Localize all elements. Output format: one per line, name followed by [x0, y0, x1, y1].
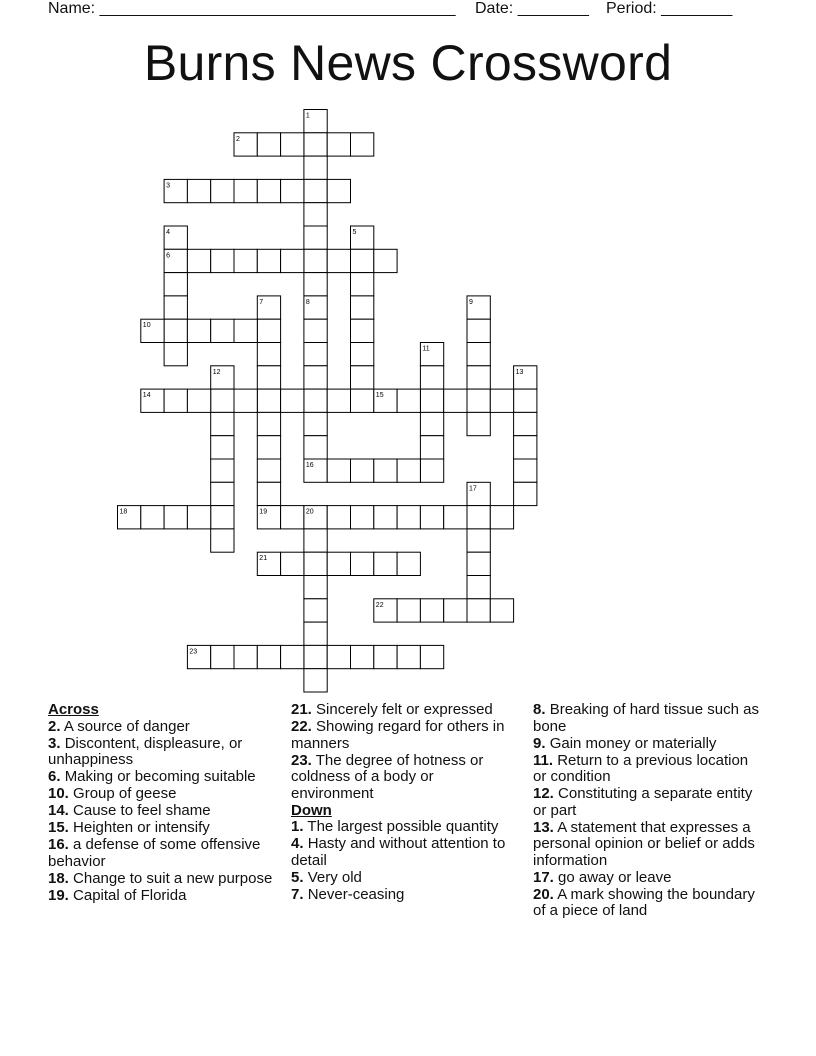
cell-number: 6: [166, 252, 171, 260]
cell-number: 13: [515, 368, 524, 376]
grid-cell[interactable]: [211, 179, 234, 202]
grid-cell[interactable]: [304, 273, 327, 296]
cell-number: 9: [469, 298, 473, 306]
across-clue: [48, 803, 273, 820]
grid-cell[interactable]: [304, 622, 327, 645]
clue-text: Capital of Florida: [73, 886, 187, 904]
grid-cell[interactable]: [257, 389, 280, 412]
grid-cell[interactable]: [467, 599, 490, 622]
clue-number: 3.: [48, 734, 61, 752]
clue-text: a defense of some offensive behavior: [48, 836, 261, 870]
grid-cell[interactable]: [351, 389, 374, 412]
grid-cell[interactable]: [304, 133, 327, 156]
cell-number: 7: [259, 298, 264, 306]
grid-cell[interactable]: [351, 296, 374, 319]
grid-cell[interactable]: [420, 599, 443, 622]
grid-cell[interactable]: [141, 506, 164, 529]
cell-number: 16: [305, 462, 314, 469]
grid-cell[interactable]: [257, 179, 280, 202]
clue-number: 21.: [291, 701, 312, 718]
clue-number: 13.: [533, 818, 554, 836]
down-clue: [291, 887, 519, 904]
grid-cell[interactable]: [467, 412, 490, 435]
down-clue: [291, 870, 519, 887]
grid-cell[interactable]: [514, 482, 537, 505]
cell-number: 21: [259, 555, 268, 563]
grid-cell[interactable]: [257, 412, 280, 435]
grid-cell[interactable]: [281, 506, 304, 529]
clue-number: 23.: [291, 751, 312, 769]
grid-cell[interactable]: [304, 389, 327, 412]
grid-cell[interactable]: [351, 645, 374, 668]
clue-number: 15.: [48, 819, 69, 836]
grid-cell[interactable]: [467, 506, 490, 529]
clue-text: Making or becoming suitable: [64, 768, 256, 785]
down-clue: [533, 870, 763, 887]
grid-cell[interactable]: [327, 179, 350, 202]
cell-number: 1: [305, 112, 310, 120]
grid-cell[interactable]: [304, 529, 327, 552]
grid-cell[interactable]: [211, 319, 234, 342]
grid-cell[interactable]: [490, 506, 513, 529]
grid-cell[interactable]: [234, 249, 257, 272]
grid-cell[interactable]: [397, 389, 420, 412]
grid-cell[interactable]: [467, 366, 490, 389]
grid-cell[interactable]: [351, 249, 374, 272]
clue-number: 18.: [48, 869, 69, 887]
grid-cell[interactable]: [467, 389, 490, 412]
clue-number: 10.: [48, 785, 69, 802]
cell-number: 18: [119, 508, 128, 516]
clue-text: Return to a previous location or condition: [533, 751, 749, 785]
grid-cell[interactable]: [211, 459, 234, 482]
clue-number: 1.: [291, 818, 304, 835]
grid-cell[interactable]: [257, 645, 280, 668]
grid-cell[interactable]: [514, 436, 537, 459]
clue-text: The degree of hotness or coldness of a body or environment: [291, 751, 484, 802]
grid-cell[interactable]: [304, 366, 327, 389]
clue-number: 20.: [533, 885, 554, 903]
clue-text: Very old: [307, 868, 362, 886]
across-clue: [291, 719, 519, 752]
grid-cell[interactable]: [304, 412, 327, 435]
clue-number: 14.: [48, 802, 69, 819]
down-clue: [533, 887, 763, 920]
grid-cell[interactable]: [397, 645, 420, 668]
grid-cell[interactable]: [374, 552, 397, 575]
cell-number: 23: [189, 648, 198, 656]
grid-cell[interactable]: [420, 412, 443, 435]
cell-number: 4: [166, 229, 171, 236]
grid-cell[interactable]: [351, 366, 374, 389]
grid-cell[interactable]: [420, 645, 443, 668]
clue-number: 11.: [533, 751, 554, 769]
grid-cell[interactable]: [164, 273, 187, 296]
grid-cell[interactable]: [327, 389, 350, 412]
clue-number: 12.: [533, 785, 554, 802]
grid-cell[interactable]: [211, 529, 234, 552]
grid-cell[interactable]: [420, 436, 443, 459]
cell-number: 19: [259, 508, 268, 516]
grid-cell[interactable]: [420, 459, 443, 482]
grid-cell[interactable]: [164, 319, 187, 342]
grid-cell[interactable]: [351, 459, 374, 482]
cell-number: 5: [352, 229, 357, 236]
clue-number: 8.: [533, 701, 546, 718]
cell-number: 3: [166, 182, 171, 190]
grid-cell[interactable]: [444, 506, 467, 529]
grid-cell[interactable]: [281, 249, 304, 272]
clue-text: A mark showing the boundary of a piece of land: [533, 885, 755, 919]
grid-cell[interactable]: [374, 249, 397, 272]
grid-cell[interactable]: [467, 319, 490, 342]
grid-cell[interactable]: [187, 179, 210, 202]
cell-number: 20: [305, 508, 314, 516]
grid-cell[interactable]: [467, 552, 490, 575]
grid-cell[interactable]: [304, 226, 327, 249]
across-clue: [48, 719, 273, 736]
grid-cell[interactable]: [281, 179, 304, 202]
cell-number: 2: [236, 135, 240, 143]
grid-cell[interactable]: [257, 319, 280, 342]
grid-cell[interactable]: [514, 412, 537, 435]
grid-cell[interactable]: [257, 133, 280, 156]
clue-number: 6.: [48, 768, 61, 785]
grid-cell[interactable]: [164, 389, 187, 412]
grid-cell[interactable]: [257, 459, 280, 482]
clues-column-3: [533, 702, 763, 920]
grid-cell[interactable]: [164, 296, 187, 319]
grid-cell[interactable]: [397, 506, 420, 529]
across-clue: [48, 736, 273, 769]
grid-cell[interactable]: [281, 645, 304, 668]
across-clue: [48, 769, 273, 786]
grid-cell[interactable]: [397, 552, 420, 575]
cell-number: 10: [142, 322, 151, 330]
grid-cell[interactable]: [304, 203, 327, 226]
grid-cell[interactable]: [467, 576, 490, 599]
grid-cell[interactable]: [304, 249, 327, 272]
grid-cell[interactable]: [397, 599, 420, 622]
grid-cell[interactable]: [211, 645, 234, 668]
grid-cell[interactable]: [467, 529, 490, 552]
grid-cell[interactable]: [304, 576, 327, 599]
grid-cell[interactable]: [304, 436, 327, 459]
down-clue: [291, 819, 519, 836]
grid-cell[interactable]: [211, 436, 234, 459]
grid-cell[interactable]: [187, 389, 210, 412]
grid-cell[interactable]: [327, 645, 350, 668]
down-heading: Down: [291, 801, 332, 819]
down-clue: [291, 836, 519, 869]
period-field[interactable]: Period: ________: [606, 0, 733, 17]
clue-number: 5.: [291, 868, 304, 886]
clue-number: 9.: [533, 734, 546, 752]
grid-cell[interactable]: [304, 179, 327, 202]
grid-cell[interactable]: [187, 506, 210, 529]
clue-number: 22.: [291, 718, 312, 735]
down-clue: [533, 702, 763, 735]
across-heading: Across: [48, 701, 99, 718]
grid-cell[interactable]: [257, 436, 280, 459]
grid-cell[interactable]: [304, 552, 327, 575]
clue-number: 2.: [48, 717, 61, 735]
grid-cell[interactable]: [304, 669, 327, 692]
grid-cell[interactable]: [374, 459, 397, 482]
grid-cell[interactable]: [490, 389, 513, 412]
grid-cell[interactable]: [234, 179, 257, 202]
clue-text: Hasty and without attention to detail: [291, 835, 506, 869]
clue-text: Heighten or intensify: [73, 819, 210, 836]
across-clue: [48, 888, 273, 905]
grid-cell[interactable]: [304, 599, 327, 622]
grid-cell[interactable]: [327, 249, 350, 272]
grid-cell[interactable]: [211, 482, 234, 505]
clue-text: Breaking of hard tissue such as bone: [533, 701, 759, 735]
grid-cell[interactable]: [304, 343, 327, 366]
grid-cell[interactable]: [374, 506, 397, 529]
grid-cell[interactable]: [211, 506, 234, 529]
grid-cell[interactable]: [420, 366, 443, 389]
clue-text: A source of danger: [63, 717, 190, 735]
across-clue: [48, 820, 273, 837]
grid-cell[interactable]: [164, 506, 187, 529]
grid-cell[interactable]: [211, 249, 234, 272]
grid-cell[interactable]: [351, 133, 374, 156]
grid-cell[interactable]: [281, 552, 304, 575]
grid-cell[interactable]: [444, 599, 467, 622]
clue-number: 17.: [533, 868, 554, 886]
grid-cell[interactable]: [420, 506, 443, 529]
grid-cell[interactable]: [211, 412, 234, 435]
grid-cell[interactable]: [257, 482, 280, 505]
clue-text: Sincerely felt or expressed: [316, 701, 493, 718]
down-clue: [533, 786, 763, 819]
grid-cell[interactable]: [164, 343, 187, 366]
across-clue: [48, 871, 273, 888]
across-clue: [48, 786, 273, 803]
grid-cell[interactable]: [281, 133, 304, 156]
date-field[interactable]: Date: ________: [475, 0, 589, 17]
clue-text: Group of geese: [73, 785, 177, 802]
grid-cell[interactable]: [234, 389, 257, 412]
clue-text: Never-ceasing: [307, 885, 405, 903]
down-clue: [533, 820, 763, 870]
grid-cell[interactable]: [257, 366, 280, 389]
down-clue: [533, 736, 763, 753]
across-clue: [48, 837, 273, 870]
clues-column-1: [48, 702, 273, 905]
grid-cell[interactable]: [327, 133, 350, 156]
grid-cell[interactable]: [490, 599, 513, 622]
clue-text: Cause to feel shame: [73, 802, 211, 819]
clue-text: Change to suit a new purpose: [73, 869, 273, 887]
clues-column-2: [291, 702, 519, 904]
name-field[interactable]: Name: ________________________________________: [48, 0, 456, 17]
grid-cell[interactable]: [351, 506, 374, 529]
grid-cell[interactable]: [257, 343, 280, 366]
grid-cell[interactable]: [444, 389, 467, 412]
clue-text: Gain money or materially: [549, 734, 717, 752]
grid-cell[interactable]: [514, 389, 537, 412]
grid-cell[interactable]: [304, 319, 327, 342]
across-clue: [291, 753, 519, 803]
clue-number: 19.: [48, 886, 69, 904]
grid-cell[interactable]: [374, 645, 397, 668]
cell-number: 22: [375, 601, 384, 609]
grid-cell[interactable]: [304, 645, 327, 668]
grid-cell[interactable]: [281, 389, 304, 412]
grid-cell[interactable]: [211, 389, 234, 412]
grid-cell[interactable]: [187, 249, 210, 272]
clue-text: go away or leave: [558, 868, 672, 886]
grid-cell[interactable]: [397, 459, 420, 482]
grid-cell[interactable]: [327, 459, 350, 482]
grid-cell[interactable]: [351, 552, 374, 575]
grid-cell[interactable]: [234, 319, 257, 342]
clue-number: 7.: [291, 885, 304, 903]
cell-number: 12: [212, 368, 221, 376]
cell-number: 15: [375, 392, 384, 400]
grid-cell[interactable]: [257, 249, 280, 272]
clue-text: Constituting a separate entity or part: [533, 785, 753, 819]
grid-cell[interactable]: [351, 343, 374, 366]
grid-cell[interactable]: [327, 552, 350, 575]
grid-cell[interactable]: [514, 459, 537, 482]
grid-cell[interactable]: [304, 156, 327, 179]
cell-number: 14: [142, 392, 151, 400]
grid-cell[interactable]: [187, 319, 210, 342]
cell-number: 11: [422, 345, 430, 353]
clue-number: 4.: [291, 835, 304, 852]
grid-cell[interactable]: [351, 273, 374, 296]
grid-cell[interactable]: [234, 645, 257, 668]
across-clue: [291, 702, 519, 719]
grid-cell[interactable]: [420, 389, 443, 412]
grid-cell[interactable]: [351, 319, 374, 342]
clue-text: Showing regard for others in manners: [291, 718, 505, 752]
cell-number: 8: [305, 298, 310, 306]
clue-text: A statement that expresses a personal opinion or belief or adds information: [533, 818, 755, 869]
clue-text: Discontent, displeasure, or unhappiness: [48, 734, 243, 768]
cell-number: 17: [469, 485, 477, 493]
grid-cell[interactable]: [467, 343, 490, 366]
down-clue: [533, 753, 763, 786]
grid-cell[interactable]: [327, 506, 350, 529]
page-title: Burns News Crossword: [143, 35, 673, 91]
clue-number: 16.: [48, 836, 69, 853]
clue-text: The largest possible quantity: [307, 818, 499, 835]
